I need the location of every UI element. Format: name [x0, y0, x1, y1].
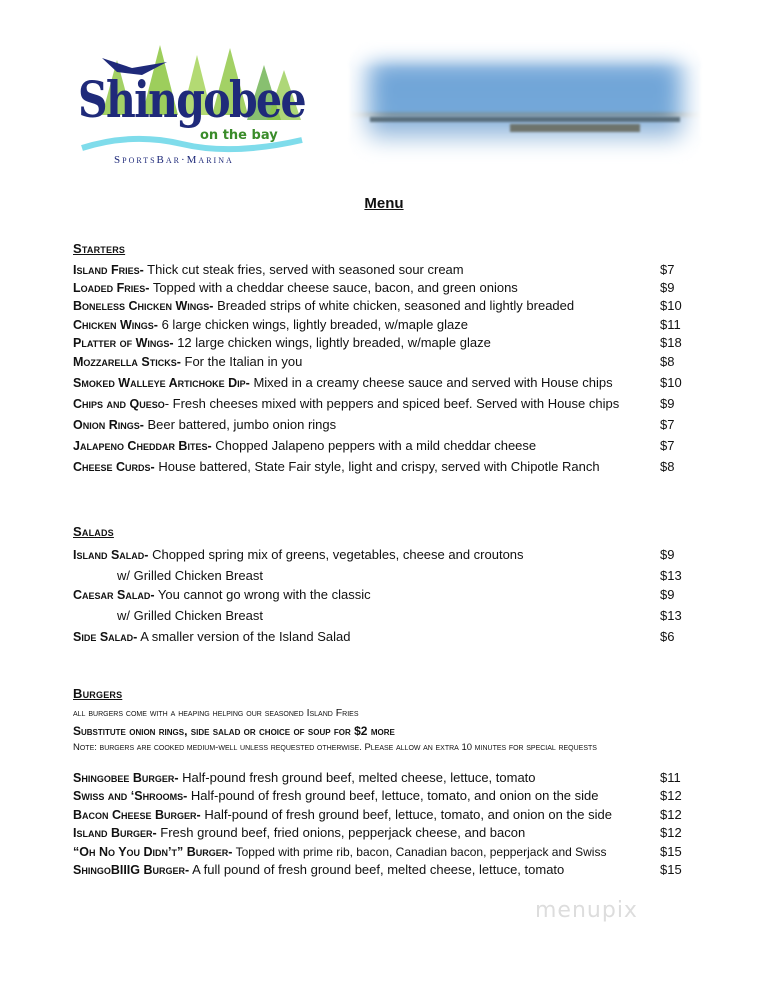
- section-title-salads: Salads: [73, 524, 114, 539]
- menu-item: Chicken Wings- 6 large chicken wings, lightly breaded, w/maple glaze $11: [73, 317, 681, 332]
- menu-item: Island Burger- Fresh ground beef, fried onions, pepperjack cheese, and bacon $12: [73, 825, 682, 840]
- menu-item: Loaded Fries- Topped with a cheddar cheese sauce, bacon, and green onions $9: [73, 280, 675, 295]
- menu-item: Jalapeno Cheddar Bites- Chopped Jalapeno peppers with a mild cheddar cheese $7: [73, 438, 675, 453]
- lake-photo: [330, 22, 720, 182]
- menu-item: Bacon Cheese Burger- Half-pound of fresh ground beef, lettuce, tomato, and onion on the side $12: [73, 807, 682, 822]
- menu-item: Cheese Curds- House battered, State Fair style, light and crispy, served with Chipotle Ranch $8: [73, 459, 675, 474]
- menu-item: Island Fries- Thick cut steak fries, served with seasoned sour cream $7: [73, 262, 675, 277]
- menu-item: Caesar Salad- You cannot go wrong with the classic $9: [73, 587, 675, 602]
- menupix-watermark: menupix: [535, 898, 638, 923]
- burgers-note-cooking: Note: burgers are cooked medium-well unless requested otherwise. Please allow an extra 10 minutes for special requests: [73, 742, 597, 753]
- menu-item: “Oh No You Didn’t” Burger- Topped with prime rib, bacon, Canadian bacon, pepperjack and Swiss $15: [73, 844, 682, 859]
- menu-item: Smoked Walleye Artichoke Dip- Mixed in a creamy cheese sauce and served with House chips $10: [73, 375, 682, 390]
- logo-wordmark: Shingobee: [78, 70, 305, 129]
- shingobee-logo: [72, 40, 312, 170]
- menu-item: Platter of Wings- 12 large chicken wings, lightly breaded, w/maple glaze $18: [73, 335, 682, 350]
- menu-item: Shingobee Burger- Half-pound fresh ground beef, melted cheese, lettuce, tomato $11: [73, 770, 681, 785]
- menu-item: Boneless Chicken Wings- Breaded strips of white chicken, seasoned and lightly breaded $10: [73, 298, 682, 313]
- logo-tagline: on the bay: [200, 128, 278, 143]
- section-title-burgers: Burgers: [73, 686, 123, 701]
- menu-item: Mozzarella Sticks- For the Italian in you $8: [73, 354, 675, 369]
- section-title-starters: Starters: [73, 241, 126, 256]
- burgers-note-fries: all burgers come with a heaping helping our seasoned Island Fries: [73, 707, 359, 719]
- menu-item: Island Salad- Chopped spring mix of greens, vegetables, cheese and croutons $9: [73, 547, 675, 562]
- menu-item: Side Salad- A smaller version of the Island Salad $6: [73, 629, 675, 644]
- burgers-note-substitute: Substitute onion rings, side salad or choice of soup for $2 more: [73, 724, 395, 738]
- menu-item: ShingoBIIIG Burger- A full pound of fresh ground beef, melted cheese, lettuce, tomato $15: [73, 862, 682, 877]
- page-title: Menu: [364, 195, 404, 212]
- menu-item: Swiss and ‘Shrooms- Half-pound of fresh ground beef, lettuce, tomato, and onion on the side $12: [73, 788, 682, 803]
- logo-subtitle: SportsBar·Marina: [114, 154, 234, 166]
- menu-item: Chips and Queso- Fresh cheeses mixed with peppers and spiced beef. Served with House chips $9: [73, 396, 675, 411]
- menu-item: Onion Rings- Beer battered, jumbo onion rings $7: [73, 417, 675, 432]
- menu-item-addon: w/ Grilled Chicken Breast $13: [117, 568, 682, 583]
- menu-item-addon: w/ Grilled Chicken Breast $13: [117, 608, 682, 623]
